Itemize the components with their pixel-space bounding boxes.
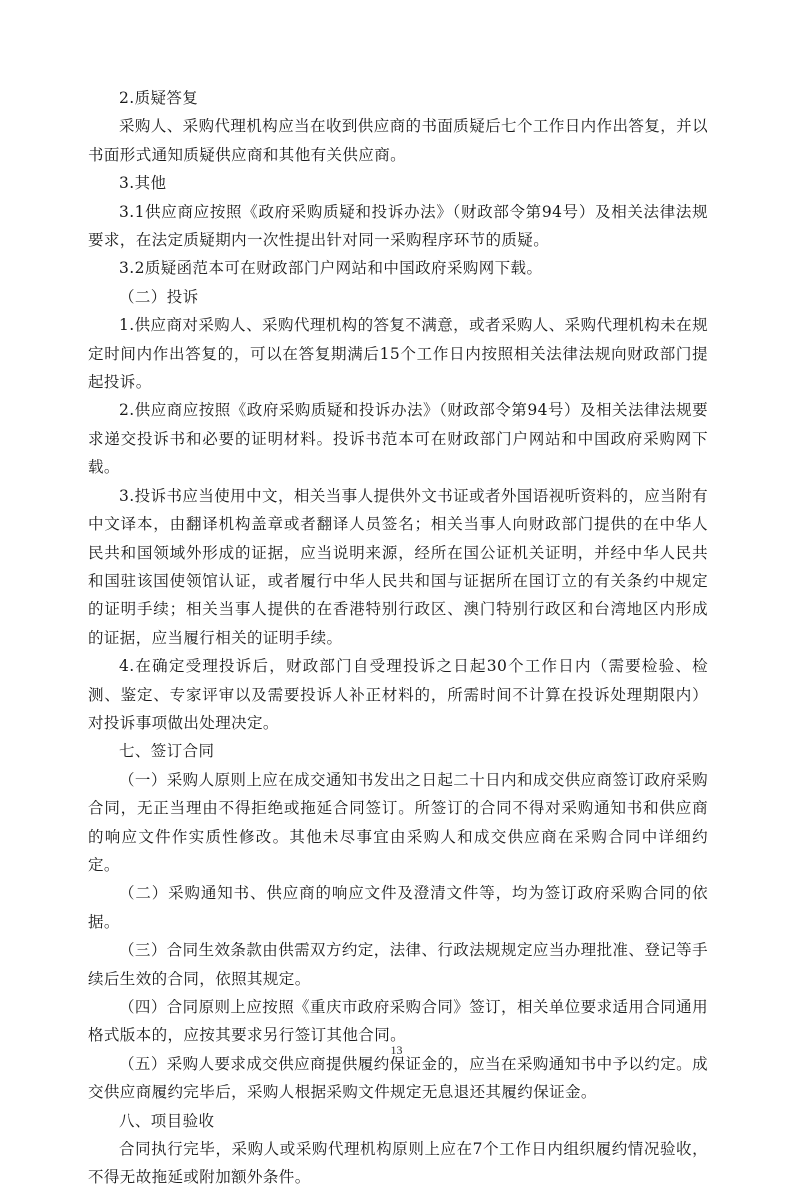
- page-number: 13: [390, 1043, 403, 1057]
- paragraph: 合同执行完毕，采购人或采购代理机构原则上应在7个工作日内组织履约情况验收，不得无故拖延或附加额外条件。: [88, 1140, 708, 1187]
- paragraph: 4.在确定受理投诉后，财政部门自受理投诉之日起30个工作日内（需要检验、检测、鉴定、专家评审以及需要投诉人补正材料的，所需时间不计算在投诉处理期限内）对投诉事项做出处理决定。: [88, 657, 708, 732]
- paragraph: （一）采购人原则上应在成交通知书发出之日起二十日内和成交供应商签订政府采购合同，无正当理由不得拒绝或拖延合同签订。所签订的合同不得对采购通知书和供应商的响应文件作实质性修改。其他未尽事宜由采购人和成交供应商在采购合同中详细约定。: [88, 770, 708, 874]
- paragraph: 3.2质疑函范本可在财政部门户网站和中国政府采购网下载。: [119, 259, 543, 278]
- paragraph: （三）合同生效条款由供需双方约定，法律、行政法规规定应当办理批准、登记等手续后生效的合同，依照其规定。: [88, 941, 708, 988]
- paragraph: 3.投诉书应当使用中文，相关当事人提供外文书证或者外国语视听资料的，应当附有中文译本，由翻译机构盖章或者翻译人员签名；相关当事人向财政部门提供的在中华人民共和国领域外形成的证据，应当说明来源，经所在国公证机关证明，并经中华人民共和国驻该国使领馆认证，或者履行中华人民共和国与证据所在国订立的有关条约中规定的证明手续；相关当事人提供的在香港特别行政区、澳门特别行政区和台湾地区内形成的证据，应当履行相关的证明手续。: [88, 486, 708, 647]
- subheading-query-reply: 2.质疑答复: [119, 89, 199, 107]
- document-body: [88, 84, 708, 1192]
- paragraph: （二）采购通知书、供应商的响应文件及澄清文件等，均为签订政府采购合同的依据。: [88, 884, 708, 931]
- paragraph: （四）合同原则上应按照《重庆市政府采购合同》签订，相关单位要求适用合同通用格式版本的，应按其要求另行签订其他合同。: [88, 998, 708, 1045]
- subheading-complaint: （二）投诉: [119, 287, 199, 306]
- subheading-other: 3.其他: [119, 174, 167, 193]
- paragraph: 2.供应商应按照《政府采购质疑和投诉办法》（财政部令第94号）及相关法律法规要求递交投诉书和必要的证明材料。投诉书范本可在财政部门户网站和中国政府采购网下载。: [88, 401, 708, 477]
- paragraph: （五）采购人要求成交供应商提供履约保证金的，应当在采购通知书中予以约定。成交供应商履约完毕后，采购人根据采购文件规定无息退还其履约保证金。: [88, 1054, 708, 1102]
- paragraph: 3.1供应商应按照《政府采购质疑和投诉办法》（财政部令第94号）及相关法律法规要求，在法定质疑期内一次性提出针对同一采购程序环节的质疑。: [88, 202, 708, 250]
- section-heading-acceptance: 八、项目验收: [119, 1111, 215, 1130]
- paragraph: 采购人、采购代理机构应当在收到供应商的书面质疑后七个工作日内作出答复，并以书面形式通知质疑供应商和其他有关供应商。: [88, 117, 708, 164]
- section-heading-contract: 七、签订合同: [119, 742, 215, 761]
- paragraph: 1.供应商对采购人、采购代理机构的答复不满意，或者采购人、采购代理机构未在规定时间内作出答复的，可以在答复期满后15个工作日内按照相关法律法规向财政部门提起投诉。: [88, 316, 708, 392]
